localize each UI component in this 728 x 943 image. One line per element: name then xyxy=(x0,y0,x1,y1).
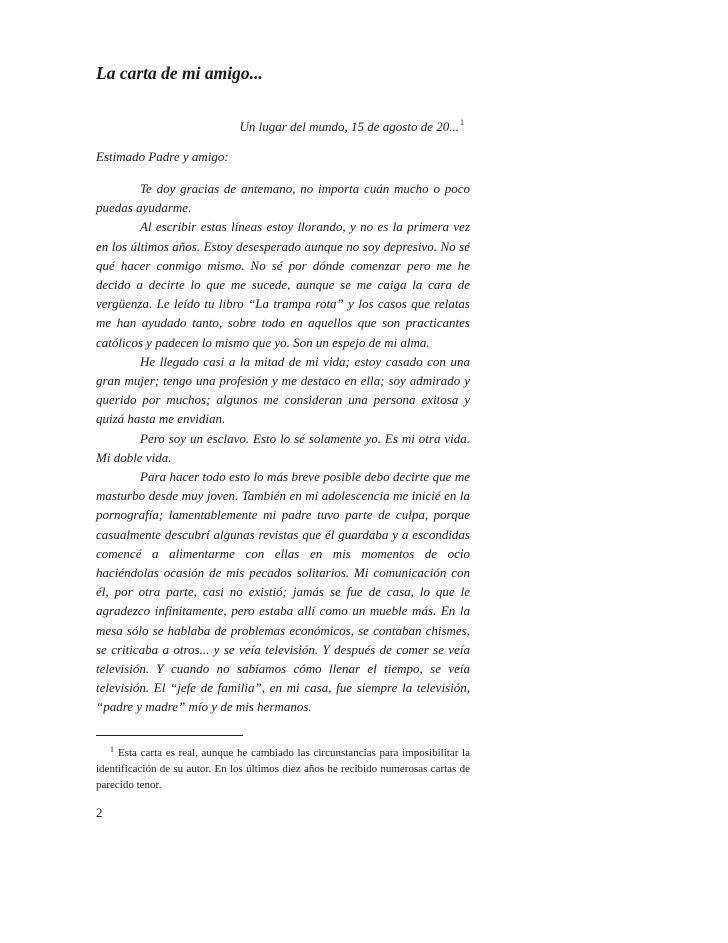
footnote-reference[interactable]: 1 xyxy=(460,118,464,127)
letter-body xyxy=(96,179,470,717)
letter-paragraph: Te doy gracias de antemano, no importa cuán mucho o poco puedas ayudarme. xyxy=(96,181,470,216)
letter-paragraph: Para hacer todo esto lo más breve posible debo decirte que me masturbo desde muy joven. También en mi adolescencia me inicié en la pornografía; lamentablemente mi padre tuvo parte de culpa, porque casualmente descubrí algunas revistas que él guardaba y a escondidas comencé a alimentarme con ellas en mis momentos de ocio haciéndolas ocasión de mis pecados solitarios. Mi comunicación con él, por otra parte, casi no existió; jamás se fue de casa, lo que le agradezco infinitamente, pero estaba allí como un mueble más. En la mesa sólo se hablaba de problemas económicos, se contaban chismes, se criticaba a otros... y se veía televisión. Y después de comer se veía televisión. Y cuando no sabíamos cómo llenar el tiempo, se veía televisión. El “jefe de familia”, en mi casa, fue siempre la televisión, “padre y madre” mío y de mis hermanos. xyxy=(96,469,470,715)
page-number: 2 xyxy=(96,804,103,820)
footnote-number: 1 xyxy=(110,744,114,754)
chapter-title: La carta de mi amigo... xyxy=(96,63,263,83)
footnote-text: Esta carta es real, aunque he cambiado las circunstancias para imposibilitar la identificación de su autor. En los últimos diez años he recibido numerosas cartas de parecido tenor. xyxy=(96,746,470,791)
letter-salutation: Estimado Padre y amigo: xyxy=(96,149,229,164)
letter-dateline xyxy=(96,114,470,136)
footnote-divider xyxy=(96,735,243,736)
document-page xyxy=(96,62,470,821)
dateline-text: Un lugar del mundo, 15 de agosto de 20... xyxy=(239,119,459,134)
footnote xyxy=(96,742,470,793)
letter-paragraph: Pero soy un esclavo. Esto lo sé solamente yo. Es mi otra vida. Mi doble vida. xyxy=(96,430,470,465)
letter-paragraph: He llegado casi a la mitad de mi vida; estoy casado con una gran mujer; tengo una profesión y me destaco en ella; soy admirado y querido por muchos; algunos me consideran una persona exitosa y quizá hasta me envidian. xyxy=(96,353,470,427)
letter-paragraph: Al escribir estas líneas estoy llorando, y no es la primera vez en los últimos años. Estoy desesperado aunque no soy depresivo. No sé qué hacer conmigo mismo. No sé por dónde comenzar pero me he decido a decirte lo que me sucede, aunque se me caiga la cara de vergüenza. Le leído tu libro “La trampa rota” y los casos que relatas me han ayudado tanto, sobre todo en aquellos que son practicantes católicos y padecen lo mismo que yo. Son un espejo de mi alma. xyxy=(96,219,470,350)
